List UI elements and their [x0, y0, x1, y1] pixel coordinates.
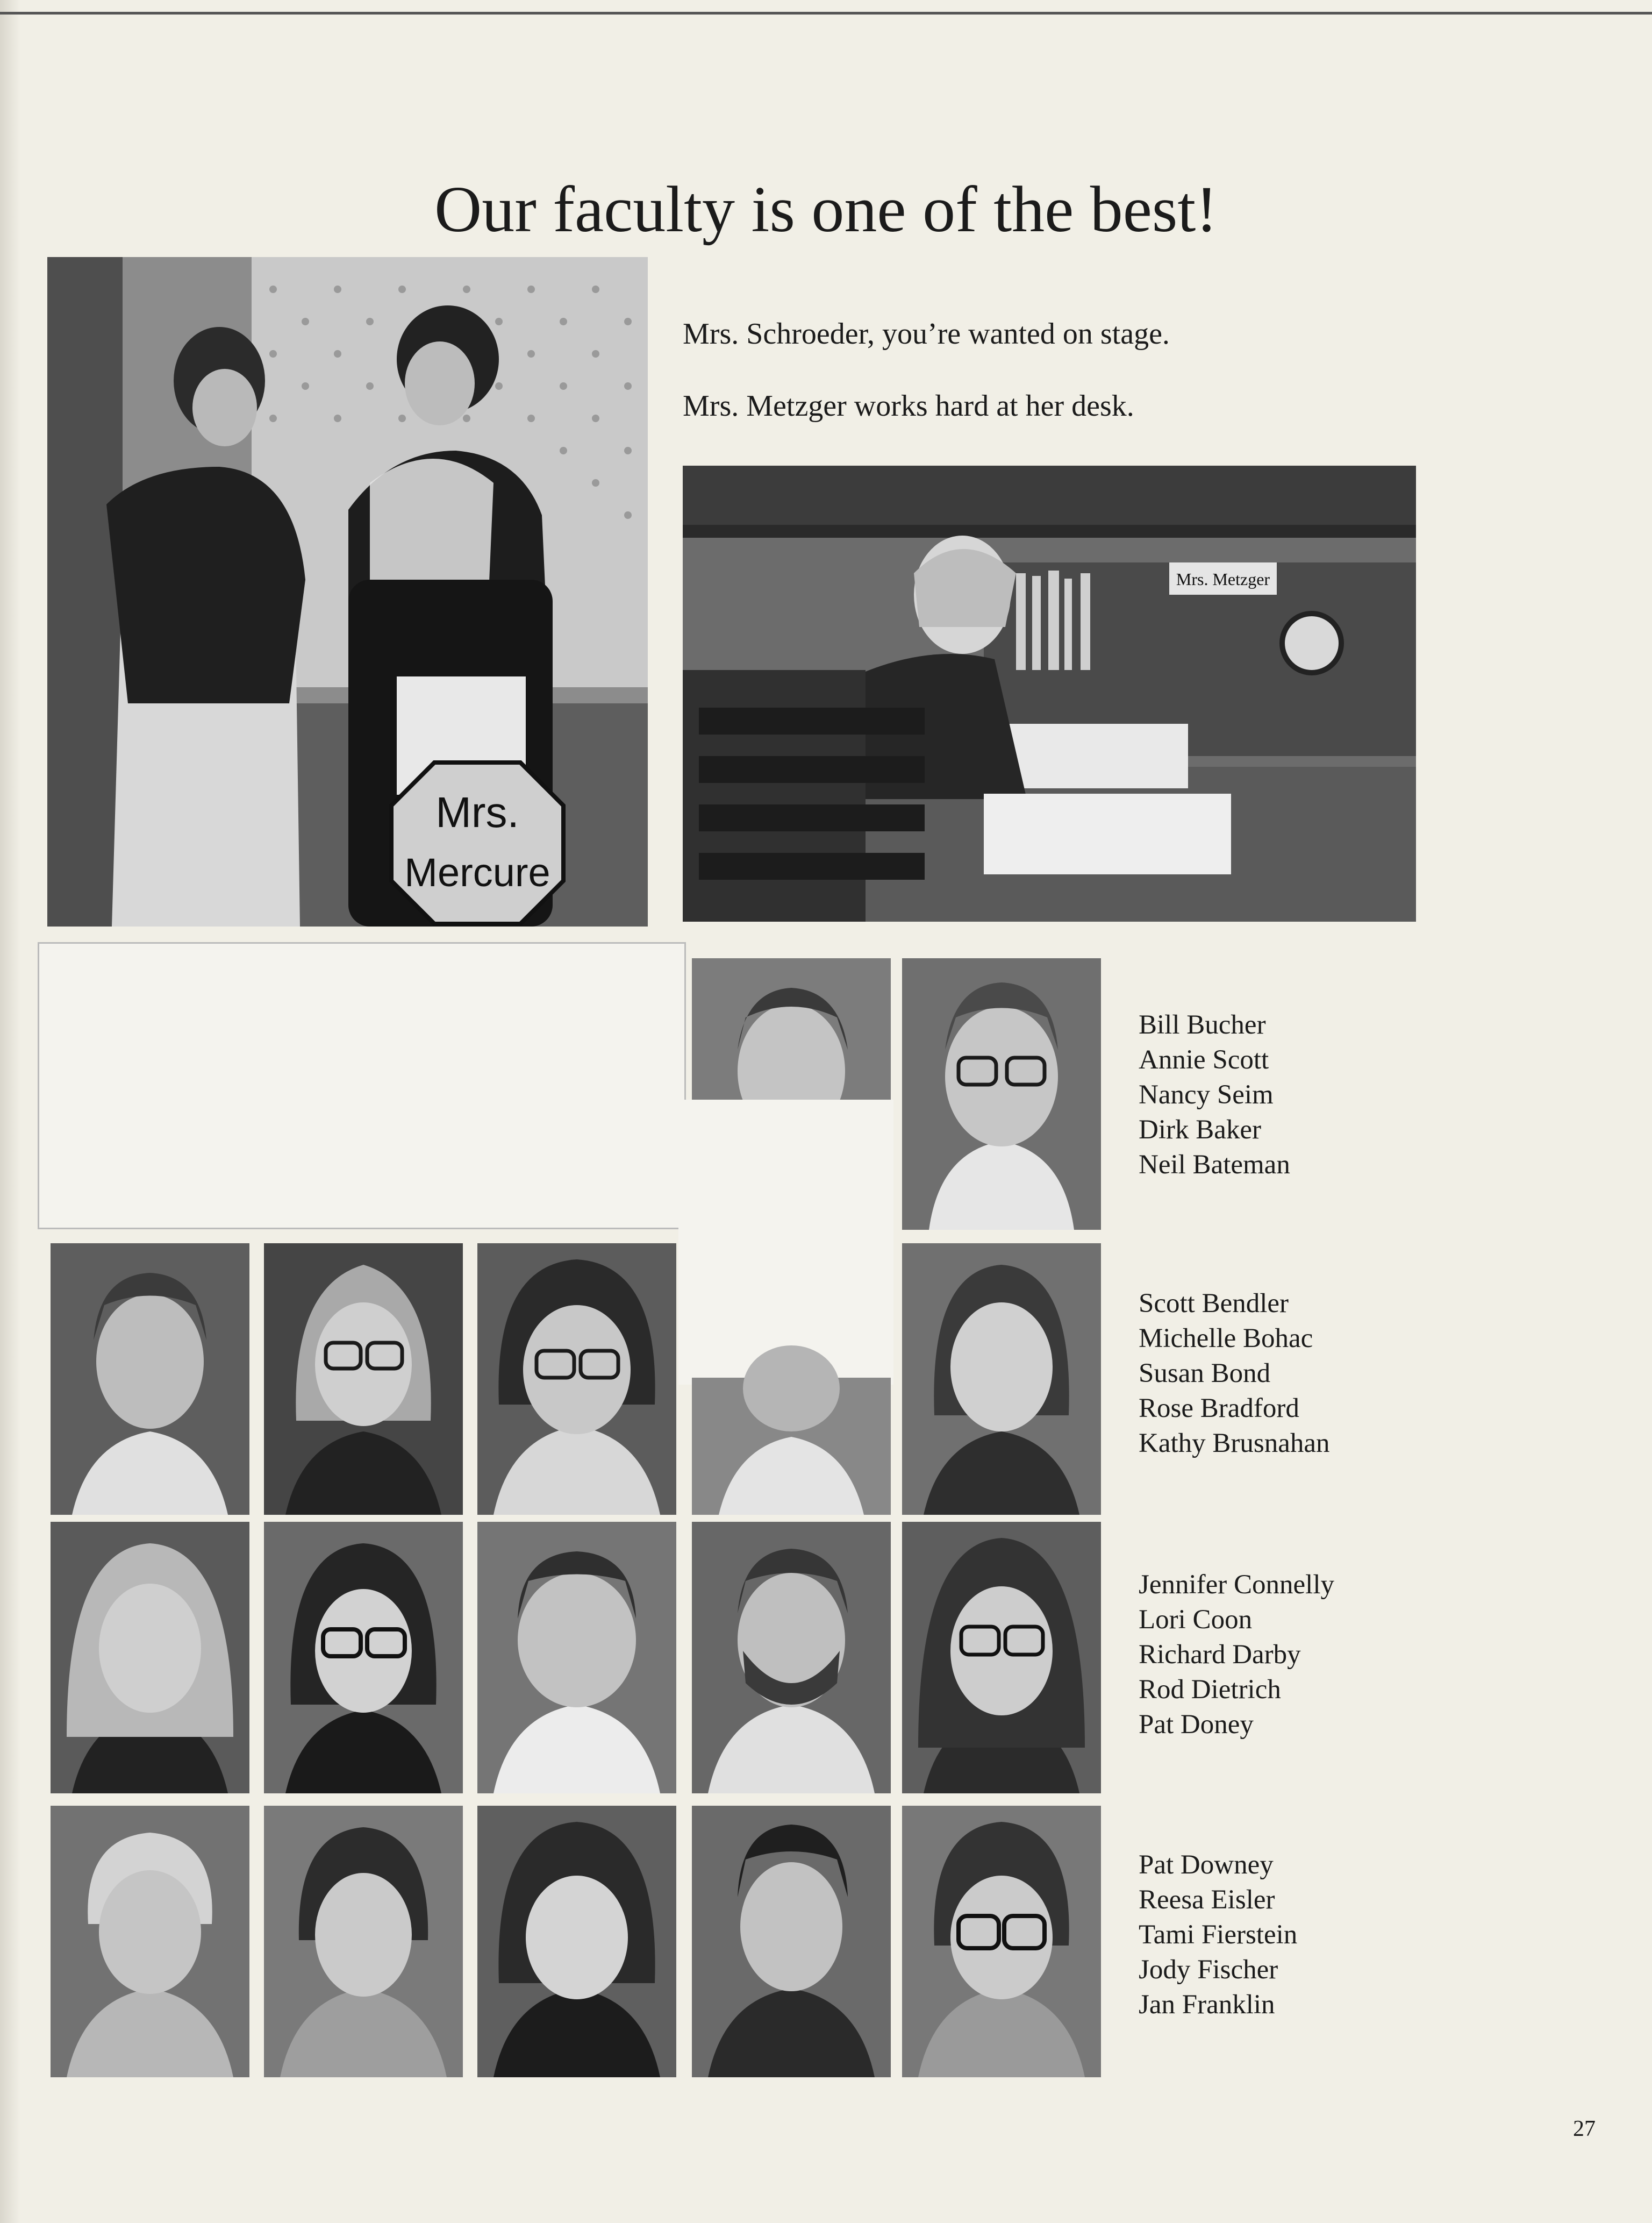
name-entry: Bill Bucher — [1139, 1010, 1266, 1040]
name-list-row-2 — [1139, 1286, 1330, 1461]
portrait-photo — [477, 1522, 676, 1793]
portrait-photo — [51, 1522, 249, 1793]
portrait-photo — [264, 1806, 463, 2077]
portrait-photo — [902, 958, 1101, 1230]
portrait-photo — [477, 1243, 676, 1515]
photo-metzger-image — [683, 466, 1416, 922]
portrait-reesa-eisler — [264, 1806, 463, 2077]
portrait-photo — [902, 1806, 1101, 2077]
name-entry: Michelle Bohac — [1139, 1323, 1313, 1353]
portrait-photo — [477, 1806, 676, 2077]
name-entry: Tami Fierstein — [1139, 1920, 1298, 1950]
name-entry: Neil Bateman — [1139, 1150, 1290, 1180]
name-entry: Pat Downey — [1139, 1850, 1274, 1880]
portrait-jennifer-connelly — [51, 1522, 249, 1793]
name-entry: Kathy Brusnahan — [1139, 1428, 1330, 1458]
portrait-photo — [51, 1806, 249, 2077]
name-entry: Annie Scott — [1139, 1045, 1269, 1075]
page-binding-edge — [0, 0, 20, 2223]
photo-schroeder-image — [47, 257, 648, 927]
metzger-nameplate: Mrs. Metzger — [1176, 569, 1270, 589]
portrait-annie-scott — [902, 958, 1101, 1230]
portrait-rose-bradford — [692, 1243, 891, 1515]
portrait-rod-dietrich — [692, 1522, 891, 1793]
name-entry: Rose Bradford — [1139, 1393, 1299, 1423]
name-list-row-3 — [1139, 1568, 1334, 1742]
caption-schroeder: Mrs. Schroeder, you’re wanted on stage. — [683, 317, 1170, 351]
portrait-jan-franklin — [902, 1806, 1101, 2077]
name-entry: Dirk Baker — [1139, 1115, 1262, 1145]
photo-metzger — [683, 466, 1416, 922]
portrait-lori-coon — [264, 1522, 463, 1793]
photo-schroeder — [47, 257, 648, 927]
mercure-sign-line1: Mrs. — [435, 788, 519, 836]
portrait-kathy-brusnahan — [902, 1243, 1101, 1515]
top-rule — [0, 12, 1652, 15]
name-list-row-4 — [1139, 1848, 1297, 2022]
portrait-photo — [51, 1243, 249, 1515]
name-entry: Reesa Eisler — [1139, 1885, 1275, 1915]
portrait-scott-bendler — [51, 1243, 249, 1515]
name-entry: Scott Bendler — [1139, 1288, 1289, 1319]
portrait-jody-fischer — [692, 1806, 891, 2077]
name-list-row-1 — [1139, 1008, 1290, 1182]
name-entry: Jody Fischer — [1139, 1955, 1278, 1985]
name-entry: Rod Dietrich — [1139, 1675, 1281, 1705]
portrait-susan-bond — [477, 1243, 676, 1515]
name-entry: Lori Coon — [1139, 1605, 1253, 1635]
portrait-photo — [264, 1522, 463, 1793]
portrait-michelle-bohac — [264, 1243, 463, 1515]
portrait-tami-fierstein — [477, 1806, 676, 2077]
portrait-photo — [692, 1806, 891, 2077]
name-entry: Pat Doney — [1139, 1709, 1254, 1740]
name-entry: Nancy Seim — [1139, 1080, 1274, 1110]
name-entry: Susan Bond — [1139, 1358, 1271, 1388]
page-number: 27 — [1573, 2117, 1596, 2141]
portrait-photo — [902, 1243, 1101, 1515]
portrait-photo — [692, 1243, 891, 1515]
mercure-sign-line2: Mercure — [404, 850, 550, 895]
portrait-photo — [264, 1243, 463, 1515]
caption-metzger: Mrs. Metzger works hard at her desk. — [683, 389, 1134, 423]
name-entry: Richard Darby — [1139, 1640, 1301, 1670]
paper-scrap-left — [38, 942, 686, 1229]
portrait-richard-darby — [477, 1522, 676, 1793]
portrait-pat-downey — [51, 1806, 249, 2077]
portrait-photo — [902, 1522, 1101, 1793]
page-title: Our faculty is one of the best! — [434, 173, 1218, 246]
name-entry: Jan Franklin — [1139, 1990, 1275, 2020]
name-entry: Jennifer Connelly — [1139, 1570, 1334, 1600]
portrait-photo — [692, 1522, 891, 1793]
portrait-pat-doney — [902, 1522, 1101, 1793]
